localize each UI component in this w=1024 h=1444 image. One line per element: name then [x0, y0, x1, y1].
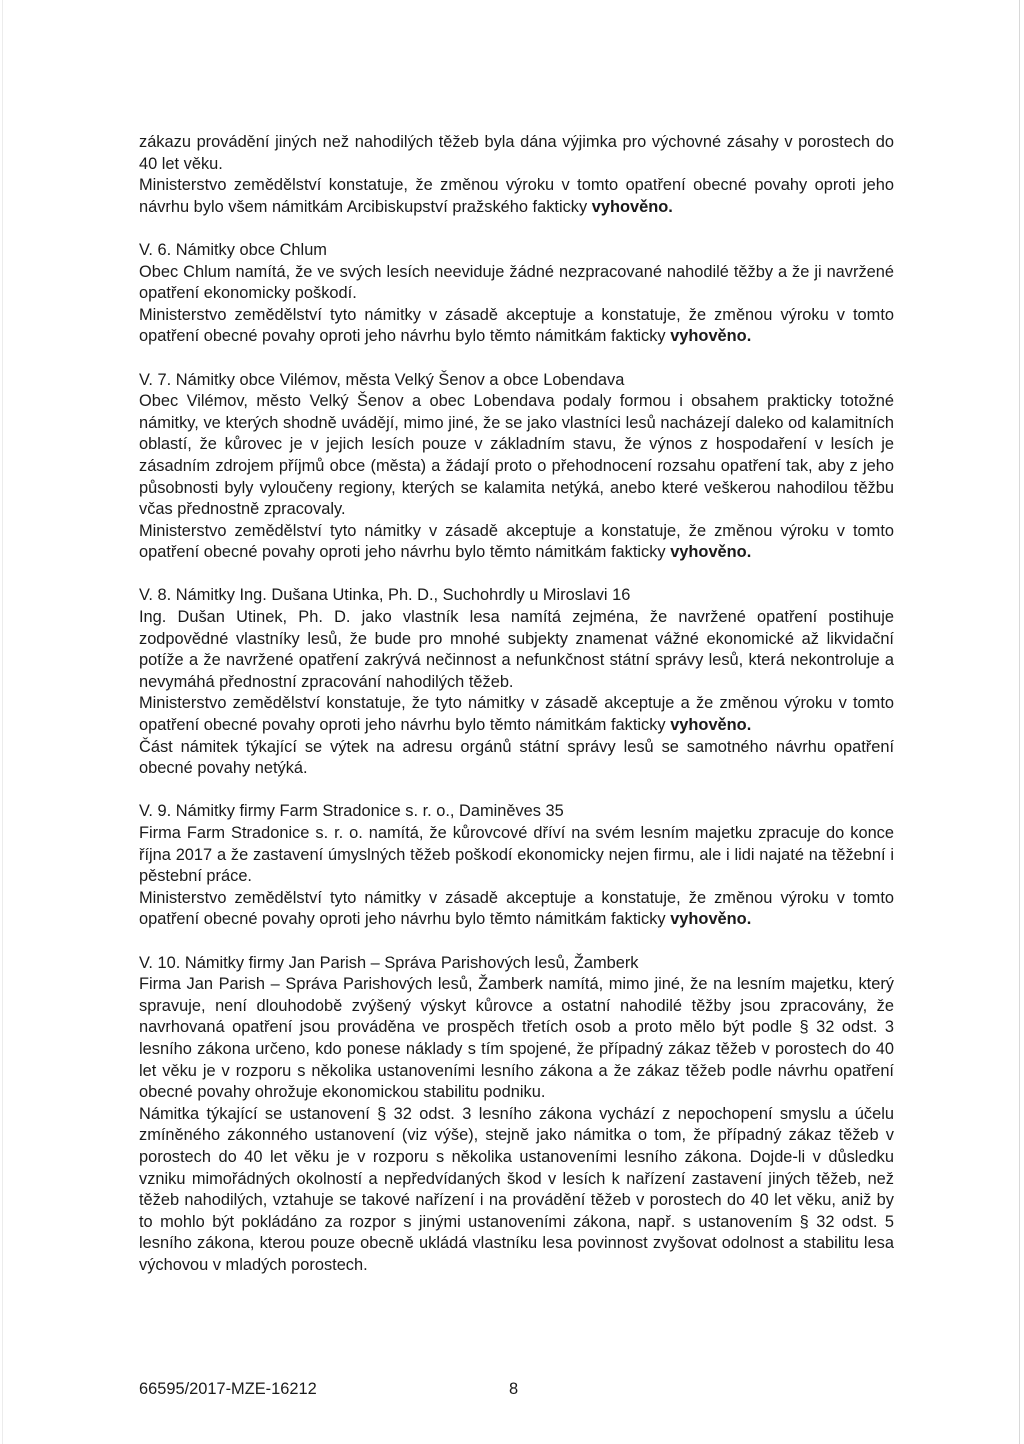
paragraph-ministry-archdiocese	[139, 175, 894, 218]
paragraph-text: Ministerstvo zemědělství konstatuje, že tyto námitky v zásadě akceptuje a že změnou výroku v tomto opatření obecné povahy oproti jeho návrhu bylo těmto námitkám fakticky	[139, 694, 894, 735]
paragraph-text: Ministerstvo zemědělství tyto námitky v zásadě akceptuje a konstatuje, že změnou výroku v tomto opatření obecné povahy oproti jeho návrhu bylo těmto námitkám fakticky	[139, 305, 894, 346]
paragraph-objection-9: Firma Farm Stradonice s. r. o. namítá, že kůrovcové dříví na svém lesním majetku zpracuje do konce října 2017 a že zastavení úmyslných těžeb poškodí ekonomicky nejen firmu, ale i lidi najaté na těžební i pěstební práce.	[139, 824, 894, 886]
paragraph-text: Ministerstvo zemědělství tyto námitky v zásadě akceptuje a konstatuje, že změnou výroku v tomto opatření obecné povahy oproti jeho návrhu bylo těmto námitkám fakticky	[139, 521, 894, 562]
section-heading-7: V. 7. Námitky obce Vilémov, města Velký Šenov a obce Lobendava	[139, 370, 625, 389]
paragraph-ministry-9	[139, 888, 894, 931]
paragraph-ministry-6	[139, 305, 894, 348]
paragraph-objection-10: Firma Jan Parish – Správa Parishových lesů, Žamberk namítá, mimo jiné, že na lesním majetku, který spravuje, není dlouhodobě zvýšený výskyt kůrovce a ostatní nahodilé těžby jsou zpracovány, že navrhovaná opatření jsou prováděna ve prospěch třetích osob a proto mělo být podle § 32 odst. 3 lesního zákona určeno, kdo ponese náklady s tím spojené, že případný zákaz těžeb v porostech do 40 let věku je v rozporu s několika ustanoveními lesního zákona a že zákaz těžeb podle návrhu opatření obecné povahy ohrožuje ekonomickou stabilitu podniku.	[139, 975, 894, 1102]
paragraph-ministry-7	[139, 521, 894, 564]
paragraph-objection-8: Ing. Dušan Utinek, Ph. D. jako vlastník lesa namítá zejména, že navržené opatření postihuje zodpovědné vlastníky lesů, že bude pro mnohé subjekty znamenat vážné ekonomické až likvidační potíže a že navržené opatření zakrývá nečinnost a nefunkčnost státní správy lesů, která nekontroluje a nevymáhá přednostní zpracování nahodilých těžeb.	[139, 608, 894, 691]
document-body	[139, 132, 894, 1276]
section-heading-8: V. 8. Námitky Ing. Dušana Utinka, Ph. D., Suchohrdly u Miroslavi 16	[139, 586, 631, 605]
paragraph-objection-7: Obec Vilémov, město Velký Šenov a obec Lobendava podaly formou i obsahem prakticky totožné námitky, ve kterých shodně uvádějí, mimo jiné, že se jako vlastníci lesů nacházejí daleko od kalamitních oblastí, že kůrovec je v jejich lesích pouze v základním stavu, že výnos z hospodaření v lesích je zásadním zdrojem příjmů obce (města) a žádají proto o přehodnocení rozsahu opatření tak, aby z jeho působnosti byly vyloučeny regiony, kterých se kalamita netýká, anebo které veškerou nahodilou těžbu včas přednostně zpracovaly.	[139, 392, 894, 519]
paragraph-ministry-8	[139, 693, 894, 736]
paragraph-objection-6: Obec Chlum namítá, že ve svých lesích neeviduje žádné nezpracované nahodilé těžby a že ji navržené opatření ekonomicky poškodí.	[139, 262, 894, 303]
section-heading-9: V. 9. Námitky firmy Farm Stradonice s. r. o., Daminěves 35	[139, 802, 564, 821]
section-heading-6: V. 6. Námitky obce Chlum	[139, 240, 327, 259]
page-edge-left	[2, 0, 3, 1444]
paragraph-text: Ministerstvo zemědělství konstatuje, že změnou výroku v tomto opatření obecné povahy oproti jeho návrhu bylo všem námitkám Arcibiskupství pražského fakticky	[139, 176, 894, 216]
verdict-text: vyhověno.	[670, 910, 752, 929]
verdict-text: vyhověno.	[591, 197, 673, 216]
paragraph-intro: zákazu provádění jiných než nahodilých těžeb byla dána výjimka pro výchovné zásahy v porostech do 40 let věku.	[139, 133, 894, 173]
verdict-text: vyhověno.	[670, 716, 752, 735]
verdict-text: vyhověno.	[670, 543, 752, 562]
paragraph-response-10: Námitka týkající se ustanovení § 32 odst. 3 lesního zákona vychází z nepochopení smyslu a účelu zmíněného zákonného ustanovení (viz výše), stejně jako námitka o tom, že případný zákaz těžeb v porostech do 40 let věku je v rozporu s několika ustanoveními lesního zákona. Dojde-li v důsledku vzniku mimořádných okolností a nepředvídaných škod v lesích k nařízení zastavení jiných těžeb, než těžeb nahodilých, vztahuje se takové nařízení i na provádění těžeb v porostech do 40 let věku, aniž by to mohlo být pokládáno za rozpor s jinými ustanoveními zákona, např. s ustanovením § 32 odst. 5 lesního zákona, kterou pouze obecně ukládá vlastníku lesa povinnost zvyšovat odolnost a stabilitu lesa výchovou v mladých porostech.	[139, 1104, 894, 1274]
verdict-text: vyhověno.	[670, 327, 752, 346]
page-edge-right	[1019, 0, 1020, 1444]
section-heading-10: V. 10. Námitky firmy Jan Parish – Správa Parishových lesů, Žamberk	[139, 953, 639, 972]
document-reference-number: 66595/2017-MZE-16212	[139, 1380, 317, 1398]
paragraph-note-8: Část námitek týkající se výtek na adresu orgánů státní správy lesů se samotného návrhu opatření obecné povahy netýká.	[139, 737, 894, 778]
page-number: 8	[509, 1380, 519, 1398]
paragraph-text: Ministerstvo zemědělství tyto námitky v zásadě akceptuje a konstatuje, že změnou výroku v tomto opatření obecné povahy oproti jeho návrhu bylo těmto námitkám fakticky	[139, 888, 894, 929]
